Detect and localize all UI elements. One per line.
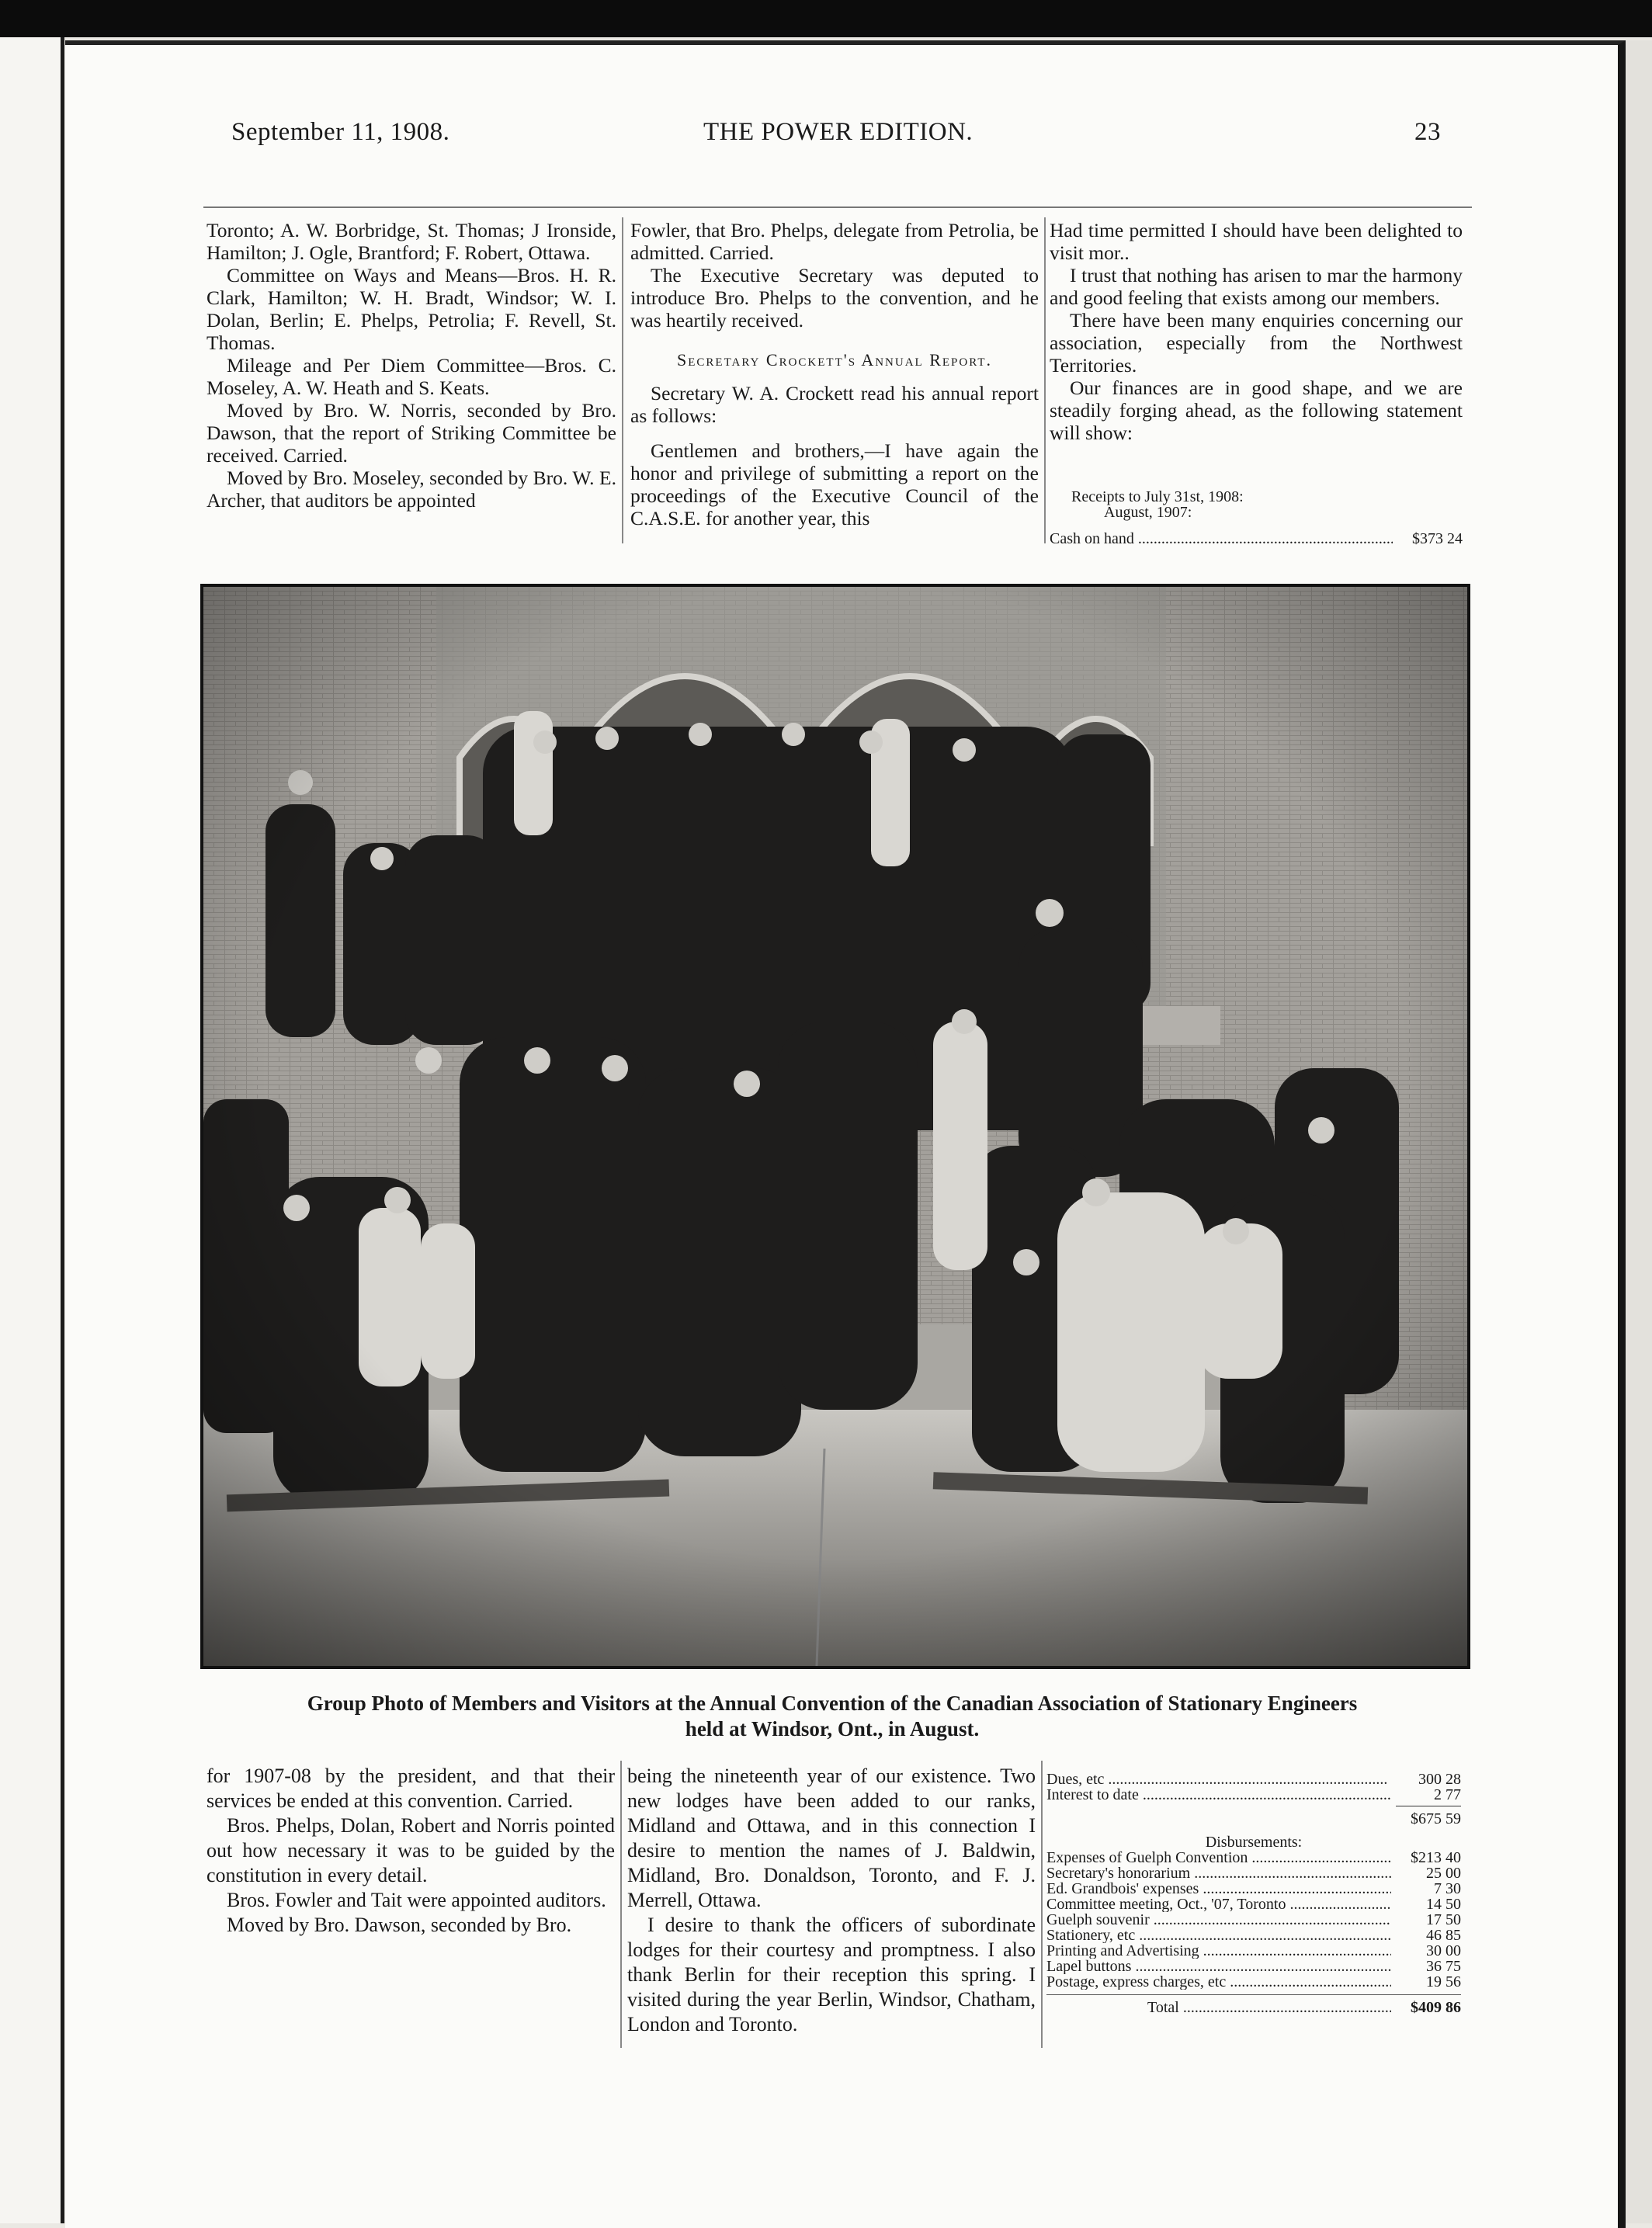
bottom-column-1 [206,1764,615,1938]
financial-statement [1046,1772,1461,2015]
scan-right-margin [1626,40,1652,2223]
receipt-row: Dues, etc ..... 300 28 [1046,1772,1461,1787]
receipt-row: Interest to date ..... 2 77 [1046,1787,1461,1803]
disbursement-row: Expenses of Guelph Convention ..... $213 40 [1046,1850,1461,1865]
paragraph: Our finances are in good shape, and we are steadily forging ahead, as the following statement will show: [1050,377,1463,444]
disbursement-row: Lapel buttons ..... 36 75 [1046,1959,1461,1974]
scan-top-border [0,0,1652,37]
paragraph: Bros. Fowler and Tait were appointed auditors. [227,1889,606,1911]
paragraph: The Executive Secretary was deputed to introduce Bro. Phelps to the convention, and he was heartily received. [630,264,1039,331]
paragraph: Committee on Ways and Means—Bros. H. R. Clark, Hamilton; W. H. Bradt, Windsor; W. I. Dolan, Berlin; E. Phelps, Petrolia; F. Revell, St. Thomas. [206,264,616,354]
receipts-opening [1050,489,1463,547]
paragraph: Gentlemen and brothers,—I have again the honor and privilege of submitting a report on the proceedings of the Executive Council of the C.A.S.E. for another year, this [630,439,1039,529]
receipts-heading: Receipts to July 31st, 1908: [1071,488,1244,505]
paragraph: I trust that nothing has arisen to mar the harmony and good feeling that exists among our members. [1050,264,1463,309]
paragraph: Toronto; A. W. Borbridge, St. Thomas; J Ironside, Hamilton; J. Ogle, Brantford; F. Robert, Ottawa. [206,219,616,264]
disbursement-row: Postage, express charges, etc ..... 19 56 [1046,1974,1461,1990]
photo-caption [203,1691,1461,1742]
sum-rule [1046,1994,1461,1995]
paragraph: Bros. Phelps, Dolan, Robert and Norris pointed out how necessary it was to be guided by the constitution in every detail. [206,1814,615,1886]
column-rule [1044,217,1046,543]
top-column-1 [206,219,616,512]
paragraph: Mileage and Per Diem Committee—Bros. C. Moseley, A. W. Heath and S. Keats. [206,354,616,399]
section-heading: Secretary Crockett's Annual Report. [677,350,992,370]
header-rule [203,206,1472,208]
disbursement-row: Secretary's honorarium ..... 25 00 [1046,1865,1461,1881]
disbursement-row: Guelph souvenir ..... 17 50 [1046,1912,1461,1928]
paragraph: There have been many enquiries concerning our association, especially from the Northwest Territories. [1050,309,1463,377]
disbursement-row: Stationery, etc ..... 46 85 [1046,1928,1461,1943]
paragraph: Secretary W. A. Crockett read his annual report as follows: [630,382,1039,427]
receipts-total: $675 59 [1411,1810,1461,1827]
cash-on-hand-row: Cash on hand ..... $373 24 [1050,531,1463,547]
disbursement-row: Ed. Grandbois' expenses ..... 7 30 [1046,1881,1461,1897]
header-title: THE POWER EDITION. [703,118,974,146]
paragraph: Moved by Bro. W. Norris, seconded by Bro. Dawson, that the report of Striking Committee be received. Carried. [206,399,616,467]
paragraph: Fowler, that Bro. Phelps, delegate from Petrolia, be admitted. Carried. [630,219,1039,264]
column-rule [622,217,623,543]
receipts-subheading: August, 1907: [1104,504,1192,521]
disbursement-row: Printing and Advertising ..... 30 00 [1046,1943,1461,1959]
column-rule [1041,1761,1043,2048]
group-photo [200,584,1470,1669]
paragraph: Moved by Bro. Dawson, seconded by Bro. [227,1914,572,1936]
header-date: September 11, 1908. [231,118,450,146]
disbursements-total-row: Total ..... $409 86 [1046,2000,1461,2015]
disbursements-heading: Disbursements: [1205,1834,1303,1851]
paragraph: Had time permitted I should have been delighted to visit mor.. [1050,219,1463,264]
top-column-2 [630,219,1039,529]
paragraph: Moved by Bro. Moseley, seconded by Bro. W. E. Archer, that auditors be appointed [206,467,616,512]
bottom-column-2 [627,1764,1036,2037]
paragraph: for 1907-08 by the president, and that their services be ended at this convention. Carried. [206,1765,615,1812]
caption-line-1: Group Photo of Members and Visitors at the Annual Convention of the Canadian Association of Stationary Engineers [307,1692,1358,1715]
caption-line-2: held at Windsor, Ont., in August. [685,1717,980,1740]
page-number: 23 [1414,118,1441,146]
column-rule [620,1761,622,2048]
paragraph: I desire to thank the officers of subordinate lodges for their courtesy and promptness. I also thank Berlin for their reception this spring. I visited during the year Berlin, Windsor, Chatham, London and Toronto. [627,1914,1036,2035]
top-column-3 [1050,219,1463,444]
disbursement-row: Committee meeting, Oct., '07, Toronto ..... 14 50 [1046,1897,1461,1912]
paragraph: being the nineteenth year of our existence. Two new lodges have been added to our ranks, Midland and Ottawa, and in this connection I desire to mention the names of J. Baldwin, Midland, Bro. Donaldson, Toronto, and F. J. Merrell, Ottawa. [627,1765,1036,1911]
facing-page-edge [0,37,64,2223]
